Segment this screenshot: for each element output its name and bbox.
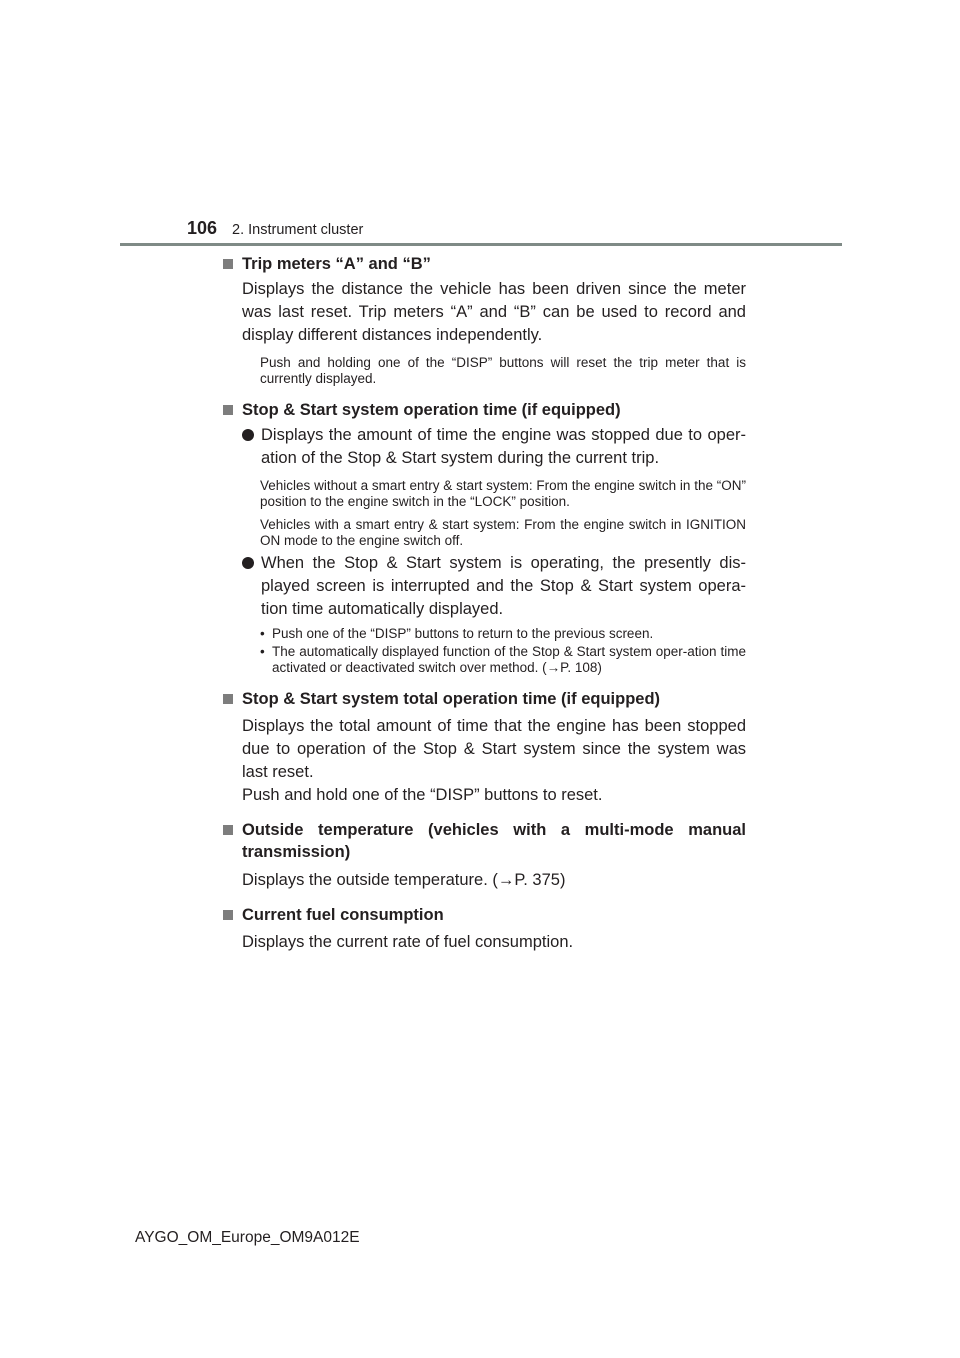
page-content <box>222 253 746 954</box>
section-stop-start-time <box>222 399 746 676</box>
round-bullet-icon <box>242 557 254 569</box>
body-paragraph: Displays the outside temperature. (→P. 375) <box>242 871 566 889</box>
section-heading <box>222 688 746 710</box>
section-trip-meters <box>222 253 746 387</box>
square-bullet-icon <box>223 910 233 920</box>
section-outside-temperature <box>222 819 746 892</box>
heading-text: Current fuel consumption <box>242 906 444 924</box>
sub-list-item <box>260 626 746 642</box>
section-heading <box>222 399 746 421</box>
list-item <box>242 552 746 621</box>
sub-list-item <box>260 644 746 676</box>
heading-text: Outside temperature (vehicles with a multi-mode manual transmission) <box>242 821 746 861</box>
square-bullet-icon <box>223 694 233 704</box>
small-bullet-icon: • <box>260 626 265 641</box>
footer-doc-code: AYGO_OM_Europe_OM9A012E <box>135 1229 360 1246</box>
header-divider <box>120 243 842 246</box>
list-item-text: When the Stop & Start system is operating, the presently dis-played screen is interrupted and the Stop & Start system opera-tion time automatically displayed. <box>261 554 746 618</box>
heading-text: Trip meters “A” and “B” <box>242 255 431 273</box>
section-fuel-consumption <box>222 904 746 954</box>
heading-text: Stop & Start system total operation time (if equipped) <box>242 690 661 708</box>
body-paragraph: Displays the distance the vehicle has been driven since the meter was last reset. Trip meters “A” and “B” can be used to record and display different distances independently. <box>242 280 746 344</box>
note-paragraph: Push and holding one of the “DISP” buttons will reset the trip meter that is currently displayed. <box>260 355 746 386</box>
round-bullet-icon <box>242 429 254 441</box>
heading-text: Stop & Start system operation time (if equipped) <box>242 401 621 419</box>
body-paragraph: Push and hold one of the “DISP” buttons to reset. <box>242 786 603 804</box>
section-title: 2. Instrument cluster <box>232 222 364 238</box>
sub-list-item-text: The automatically displayed function of the Stop & Start system oper-ation time activated or deactivated switch over method. (→P. 108) <box>272 644 746 675</box>
body-paragraph: Displays the total amount of time that the engine has been stopped due to operation of the Stop & Start system since the system was last reset. <box>242 717 746 781</box>
square-bullet-icon <box>223 405 233 415</box>
sub-list-item-text: Push one of the “DISP” buttons to return to the previous screen. <box>272 626 654 641</box>
body-paragraph: Displays the current rate of fuel consumption. <box>242 933 574 951</box>
section-heading <box>222 253 746 275</box>
square-bullet-icon <box>223 825 233 835</box>
note-paragraph: Vehicles without a smart entry & start system: From the engine switch in the “ON” position to the engine switch in the “LOCK” position. <box>260 478 746 509</box>
page-header <box>0 0 960 250</box>
section-heading <box>222 904 746 926</box>
page-number: 106 <box>187 218 218 238</box>
section-stop-start-total <box>222 688 746 807</box>
list-item <box>242 424 746 470</box>
square-bullet-icon <box>223 259 233 269</box>
note-paragraph: Vehicles with a smart entry & start system: From the engine switch in IGNITION ON mode to the engine switch off. <box>260 517 746 548</box>
section-heading <box>222 819 746 863</box>
small-bullet-icon: • <box>260 644 265 659</box>
list-item-text: Displays the amount of time the engine was stopped due to oper-ation of the Stop & Start system during the current trip. <box>261 426 746 467</box>
